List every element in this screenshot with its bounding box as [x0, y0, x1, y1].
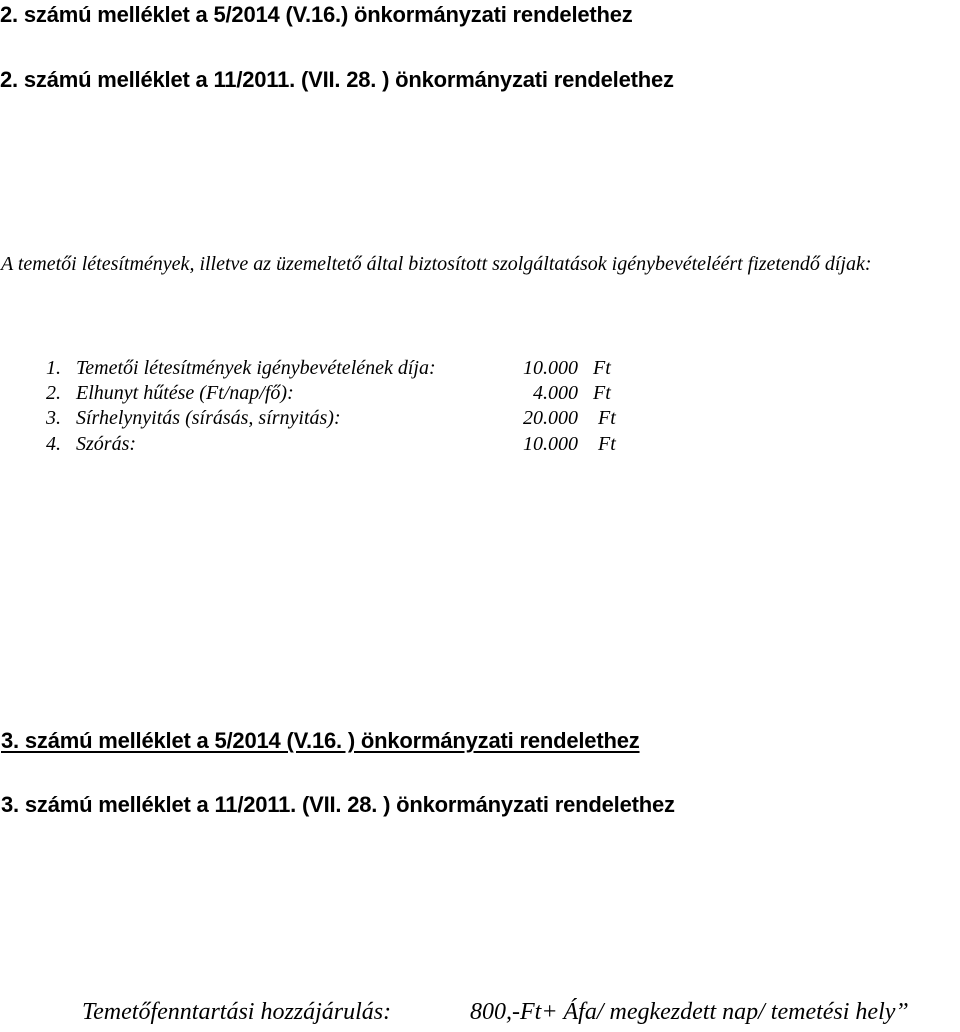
fee-item-label: Sírhelynyitás (sírásás, sírnyitás): [76, 407, 341, 429]
fee-item-number: 2. [46, 382, 61, 404]
annex3-heading-amendment: 3. számú melléklet a 5/2014 (V.16. ) önkormányzati rendelethez [1, 728, 640, 753]
maintenance-contribution-label: Temetőfenntartási hozzájárulás: [82, 999, 392, 1025]
annex2-heading-amendment: 2. számú melléklet a 5/2014 (V.16.) önkormányzati rendelethez [0, 2, 633, 27]
annex3-heading-original: 3. számú melléklet a 11/2011. (VII. 28. ) önkormányzati rendelethez [1, 792, 675, 817]
annex2-heading-original: 2. számú melléklet a 11/2011. (VII. 28. ) önkormányzati rendelethez [0, 67, 674, 92]
fee-item [46, 407, 341, 430]
fee-item-number: 1. [46, 357, 61, 379]
fee-item-number: 3. [46, 407, 61, 429]
fee-item-label: Szórás: [76, 433, 137, 455]
fee-item-value: 10.000 [523, 357, 578, 379]
fee-item [46, 433, 136, 456]
fee-item-unit: Ft [598, 433, 616, 455]
fee-item [46, 357, 436, 380]
fee-item-amount [523, 433, 616, 456]
fees-intro-text: A temetői létesítmények, illetve az üzemeltető által biztosított szolgáltatások igénybevételéért fizetendő díjak: [1, 253, 872, 275]
fee-item-number: 4. [46, 433, 61, 455]
fee-item-value: 10.000 [523, 433, 578, 455]
fee-item-unit: Ft [593, 382, 611, 404]
fee-item-label: Temetői létesítmények igénybevételének díja: [76, 357, 436, 379]
fee-item-value: 20.000 [523, 407, 578, 429]
fee-item-label: Elhunyt hűtése (Ft/nap/fő): [76, 382, 294, 404]
fee-item [46, 382, 294, 405]
fee-item-amount [523, 407, 616, 430]
fee-item-amount [523, 357, 611, 380]
fee-item-unit: Ft [598, 407, 616, 429]
fee-item-value: 4.000 [533, 382, 578, 404]
fee-item-amount [533, 382, 611, 405]
fee-item-unit: Ft [593, 357, 611, 379]
maintenance-contribution-value: 800,-Ft+ Áfa/ megkezdett nap/ temetési hely” [470, 999, 909, 1025]
